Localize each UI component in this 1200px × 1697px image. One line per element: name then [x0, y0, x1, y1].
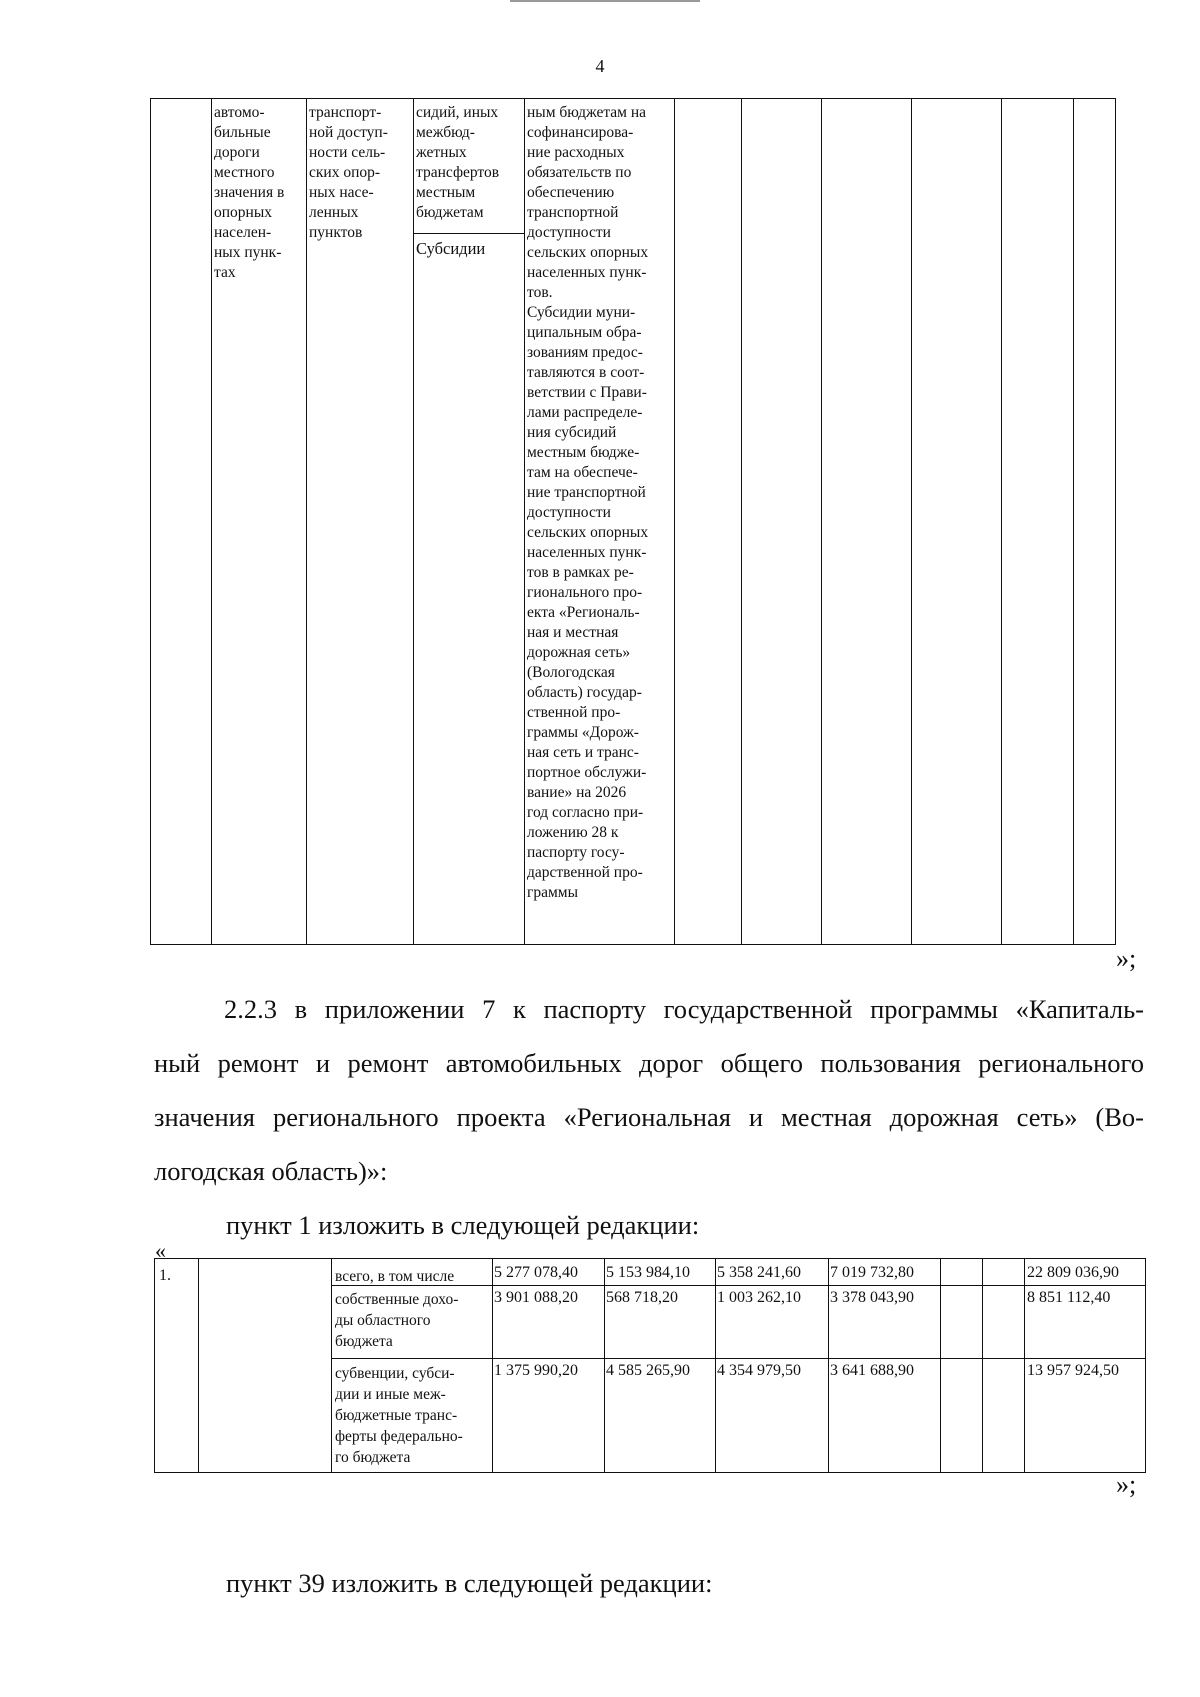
table1-subrow-divider: [413, 233, 524, 234]
table-cell-value: 1 375 990,20: [494, 1362, 578, 1379]
table-cell-value: 1 003 262,10: [717, 1289, 801, 1306]
table1-col-divider: [911, 99, 912, 944]
table1-col-divider: [1001, 99, 1002, 944]
table2-col-divider: [828, 1259, 829, 1472]
page-number: 4: [595, 56, 605, 76]
table2-col-divider: [604, 1259, 605, 1472]
table-cell-total: 22 809 036,90: [1027, 1264, 1119, 1281]
table-continuation: [150, 98, 1116, 945]
funding-table: [154, 1258, 1146, 1473]
table-cell-total: 13 957 924,50: [1027, 1362, 1119, 1379]
table2-col-divider: [331, 1259, 332, 1472]
table-cell-value: 3 901 088,20: [494, 1289, 578, 1306]
table-cell-value: 5 153 984,10: [606, 1264, 690, 1281]
table1-col-divider: [524, 99, 525, 944]
paragraph-line: логодская область)»:: [154, 1156, 388, 1186]
table1-col-divider: [211, 99, 212, 944]
table-cell-total: 8 851 112,40: [1027, 1289, 1111, 1306]
table-row-label: собственные дохо- ды областного бюджета: [335, 1291, 459, 1350]
table1-col-divider: [741, 99, 742, 944]
table2-row-divider: [331, 1358, 1145, 1359]
table2-col-divider: [492, 1259, 493, 1472]
table2-col-divider: [940, 1259, 941, 1472]
table-cell-value: 3 641 688,90: [830, 1362, 914, 1379]
table-cell-value: 568 718,20: [606, 1289, 678, 1306]
table-cell-value: 5 358 241,60: [717, 1264, 801, 1281]
table-cell-value: 4 354 979,50: [717, 1362, 801, 1379]
table2-col-divider: [715, 1259, 716, 1472]
table-cell-value: 3 378 043,90: [830, 1289, 914, 1306]
table1-col-divider: [306, 99, 307, 944]
table-cell-value: 5 277 078,40: [494, 1264, 578, 1281]
table1-transfer-type-cell: сидий, иных межбюд- жетных трансфертов местным бюджетам: [416, 104, 500, 221]
paragraph-line: ный ремонт и ремонт автомобильных дорог общего пользования регионального: [154, 1048, 1144, 1078]
table1-col-divider: [1073, 99, 1074, 944]
table1-subsidy-cell: Субсидии: [416, 239, 486, 258]
opening-quote: «: [155, 1238, 166, 1263]
table1-object-cell: автомо- бильные дороги местного значения в опорных населен- ных пунк- тах: [214, 104, 285, 281]
table1-result-cell: транспорт- ной доступ- ности сель- ских опор- ных насе- ленных пунктов: [309, 104, 388, 241]
table-row-label: субвенции, субси- дии и иные меж- бюджетные транс- ферты федерально- го бюджета: [335, 1365, 463, 1466]
table2-col-divider: [198, 1259, 199, 1472]
paragraph-line: 2.2.3 в приложении 7 к паспорту государственной программы «Капиталь-: [224, 994, 1144, 1024]
table-cell-value: 7 019 732,80: [830, 1264, 914, 1281]
instruction-line: пункт 39 изложить в следующей редакции:: [226, 1568, 713, 1598]
closing-quote: »;: [1116, 1470, 1137, 1499]
paragraph-line: значения регионального проекта «Региональная и местная дорожная сеть» (Во-: [154, 1102, 1144, 1132]
table1-description-cell: ным бюджетам на софинансирова- ние расходных обязательств по обеспечению транспортной доступности сельских опорных населенных пунк- тов. Субсидии муни- ципальным обра- зованиям предос- тавляются в соот- ветствии с Прави- лами распределе- ния субсидий местным бюдже- там на обеспече- ние транспортной доступности сельских опорных населенных пунк- тов в рамках ре- гионального про- екта «Региональ- ная и местная дорожная сеть» (Вологодская область) государ- ственной про- граммы «Дорож- ная сеть и транс- портное обслужи- вание» на 2026 год согласно при- ложению 28 к паспорту госу- дарственной про- граммы: [527, 104, 649, 901]
table2-col-divider: [982, 1259, 983, 1472]
table1-col-divider: [413, 99, 414, 944]
row-number: 1.: [159, 1267, 171, 1284]
table1-col-divider: [821, 99, 822, 944]
table-row-label: всего, в том числе: [335, 1268, 455, 1285]
table2-col-divider: [1024, 1259, 1025, 1472]
instruction-line: пункт 1 изложить в следующей редакции:: [226, 1210, 700, 1240]
closing-quote: »;: [1116, 944, 1137, 973]
top-edge-mark: [510, 0, 700, 5]
table-cell-value: 4 585 265,90: [606, 1362, 690, 1379]
